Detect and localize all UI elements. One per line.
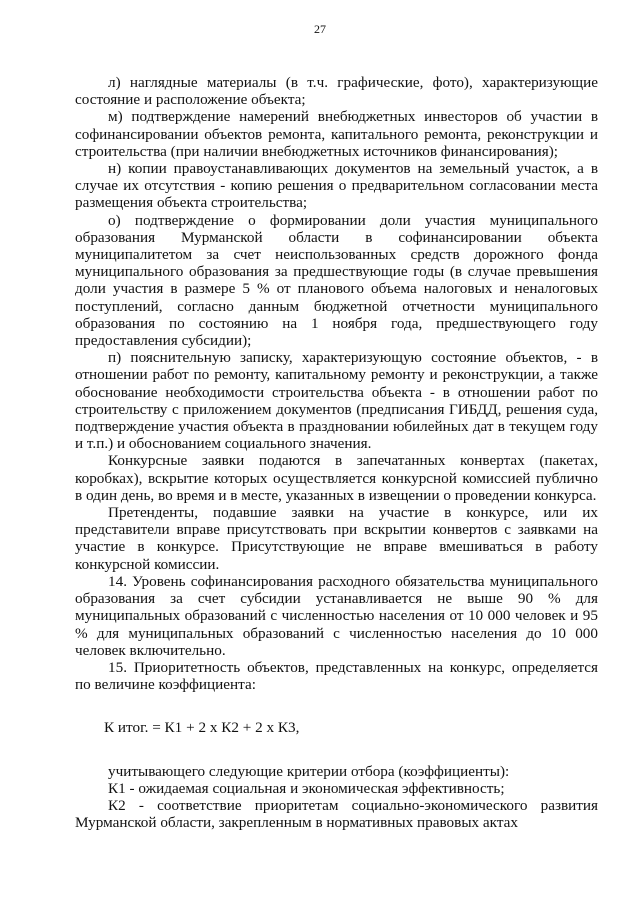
paragraph-l: л) наглядные материалы (в т.ч. графические, фото), характеризующие состояние и расположение объекта;	[75, 74, 598, 109]
paragraph-14: 14. Уровень софинансирования расходного обязательства муниципального образования за счет субсидии устанавливается не выше 90 % для муниципальных образований с численностью населения от 10 000 человек и 95 % для муниципальных образований с численностью населения до 10 000 человек включительно.	[75, 572, 598, 659]
paragraph-applicants: Претенденты, подавшие заявки на участие в конкурсе, или их представители вправе присутствовать при вскрытии конвертов с заявками на участие в конкурсе. Присутствующие не вправе вмешиваться в работу конкурсной комиссии.	[75, 504, 598, 573]
paragraph-applications: Конкурсные заявки подаются в запечатанных конвертах (пакетах, коробках), вскрытие которых осуществляется конкурсной комиссией публично в один день, во время и в месте, указанных в извещении о проведении конкурса.	[75, 452, 598, 504]
paragraph-n: н) копии правоустанавливающих документов на земельный участок, а в случае их отсутствия - копию решения о предварительном согласовании места размещения объекта строительства;	[75, 160, 598, 212]
paragraph-15: 15. Приоритетность объектов, представленных на конкурс, определяется по величине коэффициента:	[75, 658, 598, 694]
paragraph-p: п) пояснительную записку, характеризующую состояние объектов, - в отношении работ по ремонту, капитальному ремонту и реконструкции, а также обоснование необходимости строительства объекта - в отношении работ по строительству с приложением документов (предписания ГИБДД, решения суда, подтверждение участия объекта в праздновании юбилейных дат в текущем году и т.п.) и обоснованием социального значения.	[75, 349, 598, 453]
paragraph-m: м) подтверждение намерений внебюджетных инвесторов об участии в софинансировании объектов ремонта, капитального ремонта, реконструкции и строительства (при наличии внебюджетных источников финансирования);	[75, 108, 598, 160]
paragraph-o: о) подтверждение о формировании доли участия муниципального образования Мурманской области в софинансировании объекта муниципалитетом за счет неиспользованных средств дорожного фонда муниципального образования за предшествующие годы (в случае превышения доли участия в размере 5 % от планового объема налоговых и неналоговых поступлений, согласно данным бюджетной отчетности муниципального образования по состоянию на 1 ноября года, предшествующего году предоставления субсидии);	[75, 211, 598, 350]
criteria-intro: учитывающего следующие критерии отбора (коэффициенты):	[108, 762, 510, 780]
page-number: 27	[314, 22, 326, 36]
criterion-k2: К2 - соответствие приоритетам социально-экономического развития Мурманской области, закрепленным в нормативных правовых актах	[75, 796, 598, 832]
document-body	[75, 74, 598, 831]
priority-formula: К итог. = К1 + 2 х К2 + 2 х К3,	[104, 719, 300, 737]
criterion-k1: К1 - ожидаемая социальная и экономическая эффективность;	[108, 779, 505, 797]
